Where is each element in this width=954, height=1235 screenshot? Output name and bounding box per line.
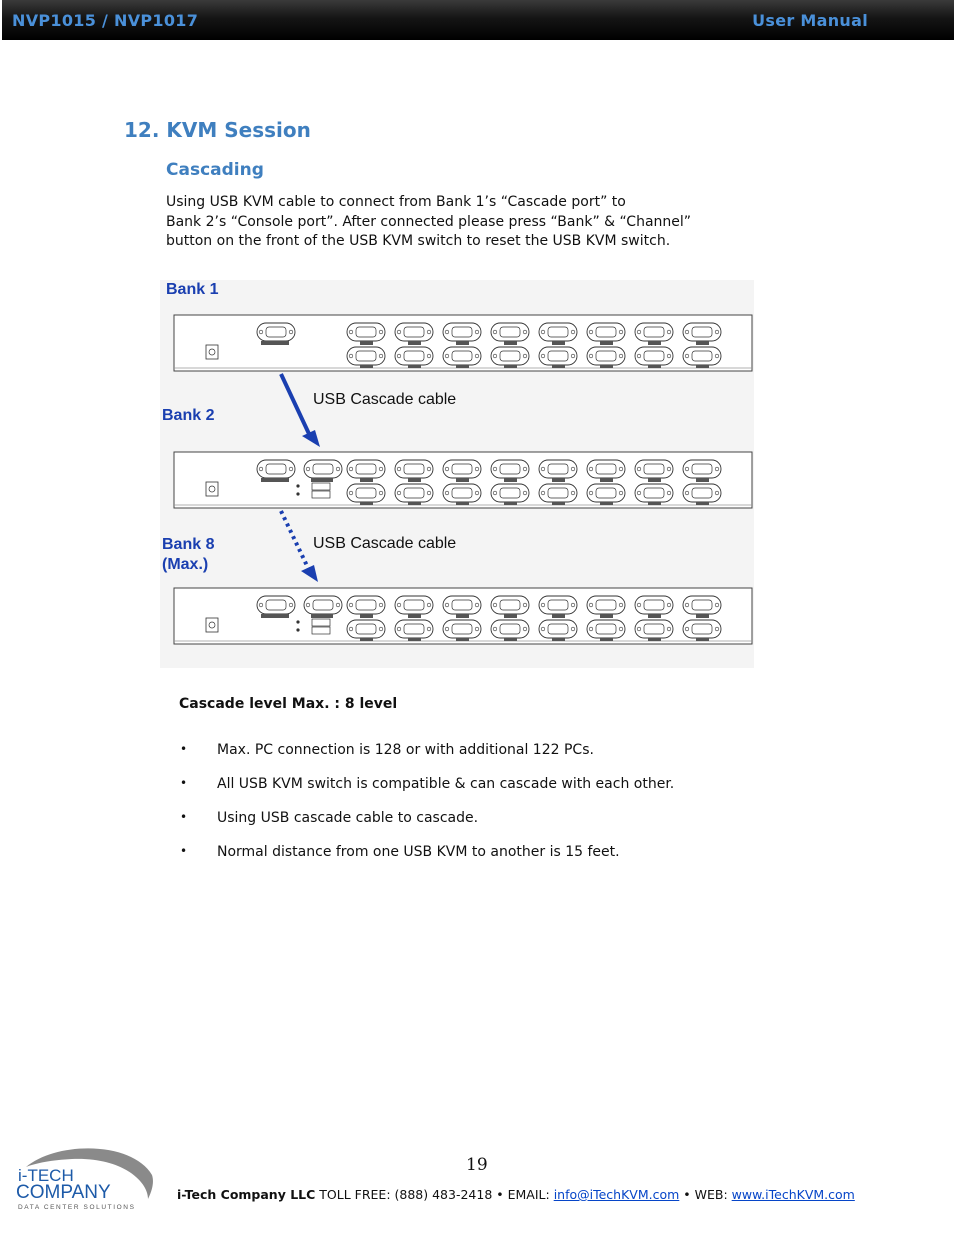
bank8-label-line: Bank 8: [162, 536, 215, 553]
bank8-label: [162, 535, 214, 575]
cascade-arrow-solid: [281, 374, 310, 436]
list-item-text: Max. PC connection is 128 or with additional 122 PCs.: [217, 742, 594, 758]
bullet-icon: •: [180, 810, 188, 824]
company-logo: [12, 1145, 162, 1215]
svg-text:DATA CENTER SOLUTIONS: DATA CENTER SOLUTIONS: [18, 1204, 136, 1211]
cascade-diagram-drawing: [160, 280, 754, 668]
kvm-rear-panel-bank1: [174, 315, 752, 371]
bullet-icon: •: [180, 742, 188, 756]
bank8-label-line: (Max.): [162, 556, 209, 573]
usb-port-icon: [312, 627, 330, 634]
footer-contact: TOLL FREE: (888) 483-2418 • EMAIL:: [315, 1187, 554, 1202]
subsection-title: Cascading: [166, 160, 264, 180]
email-link[interactable]: info@iTechKVM.com: [553, 1187, 680, 1202]
svg-text:COMPANY: COMPANY: [16, 1182, 111, 1203]
list-item-text: All USB KVM switch is compatible & can cascade with each other.: [217, 776, 675, 792]
usb-port-icon: [312, 619, 330, 626]
usb-port-icon: [312, 483, 330, 490]
bank1-label: Bank 1: [166, 281, 219, 298]
power-jack-icon: [206, 482, 218, 496]
model-title: NVP1015 / NVP1017: [12, 11, 199, 30]
website-link[interactable]: www.iTechKVM.com: [731, 1187, 855, 1202]
page-number: 19: [466, 1155, 488, 1175]
cascade-arrowhead: [302, 430, 320, 447]
bank2-label: Bank 2: [162, 407, 215, 424]
list-item-text: Using USB cascade cable to cascade.: [217, 810, 479, 826]
cascade-cable-label: USB Cascade cable: [313, 535, 457, 552]
list-item-text: Normal distance from one USB KVM to another is 15 feet.: [217, 844, 620, 860]
intro-line: Using USB KVM cable to connect from Bank 1’s “Cascade port” to: [166, 194, 626, 210]
usb-port-icon: [312, 491, 330, 498]
kvm-rear-panel-bank8: [174, 588, 752, 644]
cascade-cable-label: USB Cascade cable: [313, 391, 457, 408]
intro-line: button on the front of the USB KVM switch to reset the USB KVM switch.: [166, 233, 671, 249]
company-name: i-Tech Company LLC: [177, 1187, 316, 1202]
page-footer: [177, 1187, 855, 1202]
manual-title: User Manual: [752, 11, 868, 30]
logo-swoosh-icon: [12, 1145, 162, 1215]
svg-text:i-TECH: i-TECH: [18, 1166, 74, 1185]
footer-web-label: • WEB:: [679, 1187, 732, 1202]
section-title: 12. KVM Session: [124, 118, 311, 142]
bullet-icon: •: [180, 844, 188, 858]
cascade-level-heading: Cascade level Max. : 8 level: [179, 696, 398, 712]
kvm-rear-panel-bank2: [174, 452, 752, 508]
power-jack-icon: [206, 618, 218, 632]
intro-paragraph: [166, 193, 766, 252]
cascade-arrow-dotted: [281, 511, 309, 570]
bullet-icon: •: [180, 776, 188, 790]
cascade-diagram: [160, 280, 754, 668]
intro-line: Bank 2’s “Console port”. After connected please press “Bank” & “Channel”: [166, 213, 692, 230]
power-jack-icon: [206, 345, 218, 359]
cascade-arrowhead: [301, 565, 318, 582]
page-header: [2, 0, 954, 40]
